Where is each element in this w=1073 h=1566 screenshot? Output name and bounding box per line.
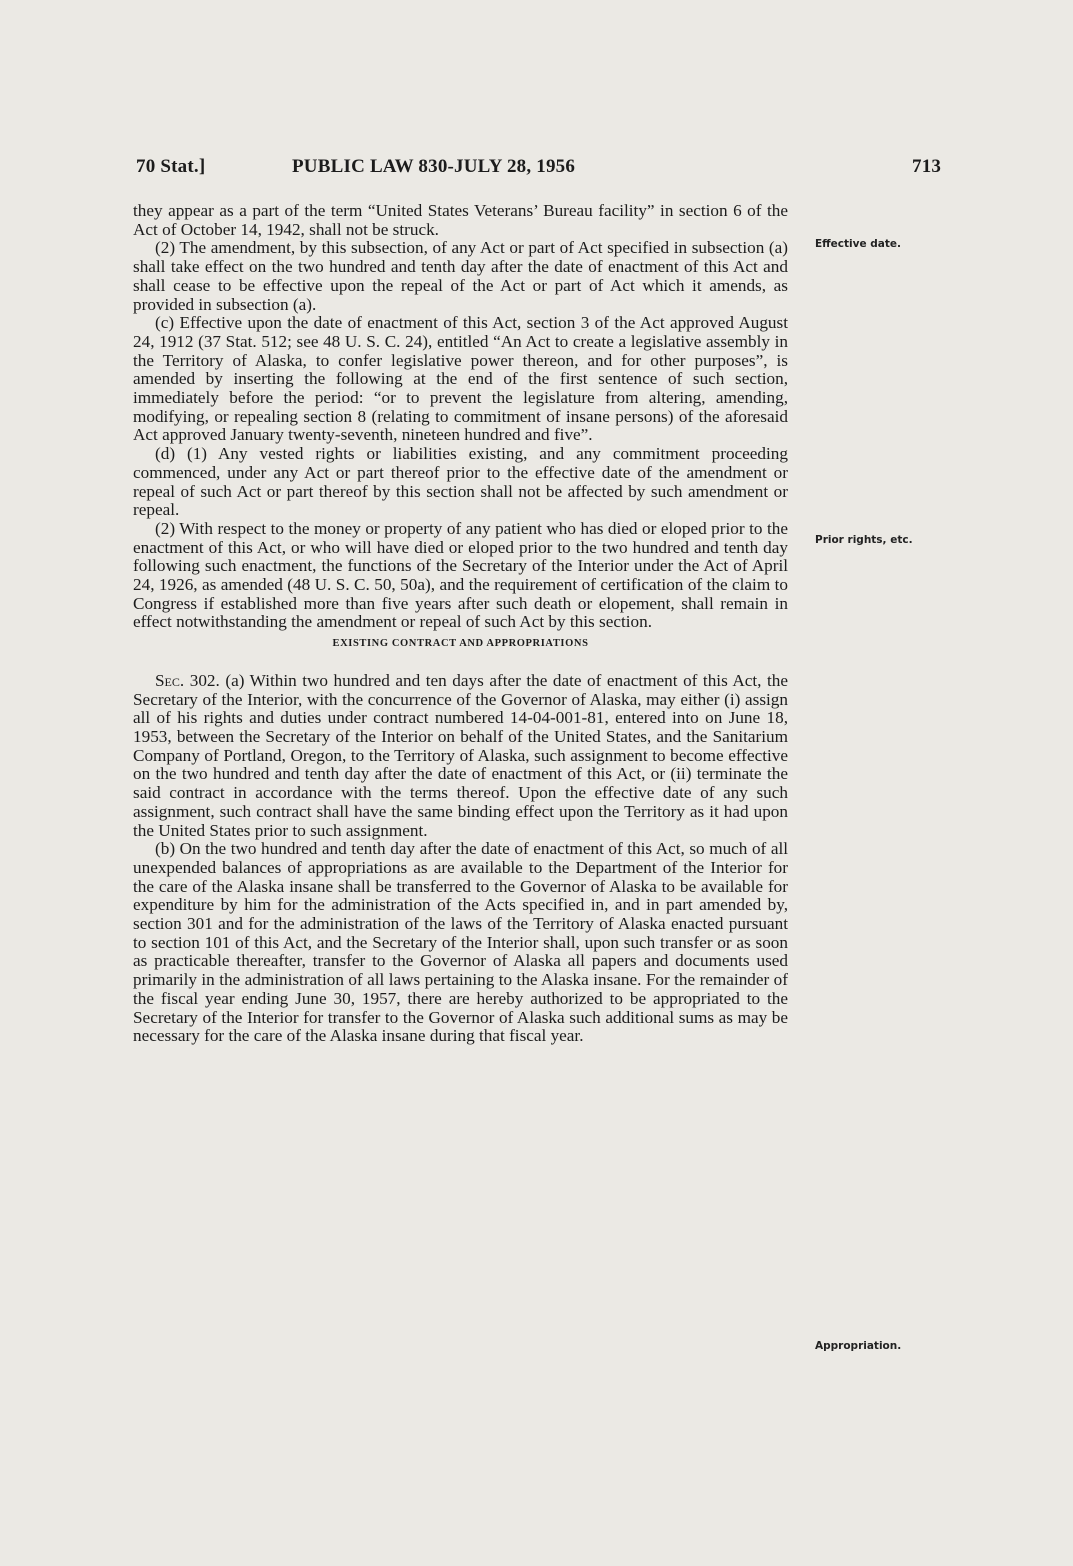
- paragraph-2: (2) The amendment, by this subsection, of any Act or part of Act specified in subsection (a) shall take effect on the two hundred and tenth day after the date of enactment of this Act and shall cease to be effective upon the repeal of the Act or part of Act which it amends, as provided in subsection (a).: [133, 238, 788, 314]
- header-volume: 70 Stat.]: [136, 156, 206, 177]
- section-heading: EXISTING CONTRACT AND APPROPRIATIONS: [332, 638, 589, 650]
- paragraph-4: (d) (1) Any vested rights or liabilities existing, and any commitment proceeding commenced, under any Act or part thereof prior to the effective date of the amendment or repeal of such Act or part thereof by this section shall not be affected by such amendment or repeal.: [133, 444, 788, 520]
- paragraph-7: (b) On the two hundred and tenth day after the date of enactment of this Act, so much of all unexpended balances of appropriations as are available to the Department of the Interior for the care of the Alaska insane shall be transferred to the Governor of Alaska to be available for expenditure by him for the administration of the Acts specified in, and in part amended by, section 301 and for the administration of the laws of the Territory of Alaska enacted pursuant to section 101 of this Act, and the Secretary of the Interior shall, upon such transfer or as soon as practicable thereafter, transfer to the Governor of Alaska all papers and documents used primarily in the administration of all laws pertaining to the Alaska insane. For the remainder of the fiscal year ending June 30, 1957, there are hereby authorized to be appropriated to the Secretary of the Interior for transfer to the Governor of Alaska such additional sums as may be necessary for the care of the Alaska insane during that fiscal year.: [133, 839, 788, 1046]
- paragraph-6-text: 302. (a) Within two hundred and ten days after the date of enactment of this Act, the Secretary of the Interior, with the concurrence of the Governor of Alaska, may either (i) assign all of his rights and duties under contract numbered 14-04-001-81, entered into on June 18, 1953, between the Secretary of the Interior on behalf of the United States, and the Sanitarium Company of Portland, Oregon, to the Territory of Alaska, such assignment to become effective on the two hundred and tenth day after the date of enactment of this Act, or (ii) terminate the said contract in accordance with the terms thereof. Upon the effective date of any such assignment, such contract shall have the same binding effect upon the Territory as it had upon the United States prior to such assignment.: [133, 670, 788, 840]
- paragraph-6: [133, 672, 788, 840]
- paragraph-1: they appear as a part of the term “United States Veterans’ Bureau facility” in section 6 of the Act of October 14, 1942, shall not be struck.: [133, 201, 788, 239]
- margin-note-effective-date: Effective date.: [815, 238, 901, 250]
- paragraph-5: (2) With respect to the money or property of any patient who has died or eloped prior to the enactment of this Act, or who will have died or eloped prior to the two hundred and tenth day following such enactment, the functions of the Secretary of the Interior under the Act of April 24, 1926, as amended (48 U. S. C. 50, 50a), and the requirement of certification of the claim to Congress if established more than five years after such death or elopement, shall remain in effect notwithstanding the amendment or repeal of such Act by this section.: [133, 518, 788, 632]
- paragraph-3: (c) Effective upon the date of enactment of this Act, section 3 of the Act approved August 24, 1912 (37 Stat. 512; see 48 U. S. C. 24), entitled “An Act to create a legislative assembly in the Territory of Alaska, to confer legislative power thereon, and for other purposes”, is amended by inserting the following at the end of the first sentence of such section, immediately before the period: “or to prevent the legislature from altering, amending, modifying, or repealing section 8 (relating to commitment of insane persons) of the aforesaid Act approved January twenty-seventh, nineteen hundred and five”.: [133, 313, 788, 445]
- body-text: [133, 202, 788, 1046]
- section-label: Sec.: [155, 670, 185, 690]
- margin-note-prior-rights: Prior rights, etc.: [815, 534, 913, 546]
- page-number: 713: [912, 156, 942, 177]
- margin-note-appropriation: Appropriation.: [815, 1340, 902, 1352]
- header-title: PUBLIC LAW 830-JULY 28, 1956: [292, 156, 576, 177]
